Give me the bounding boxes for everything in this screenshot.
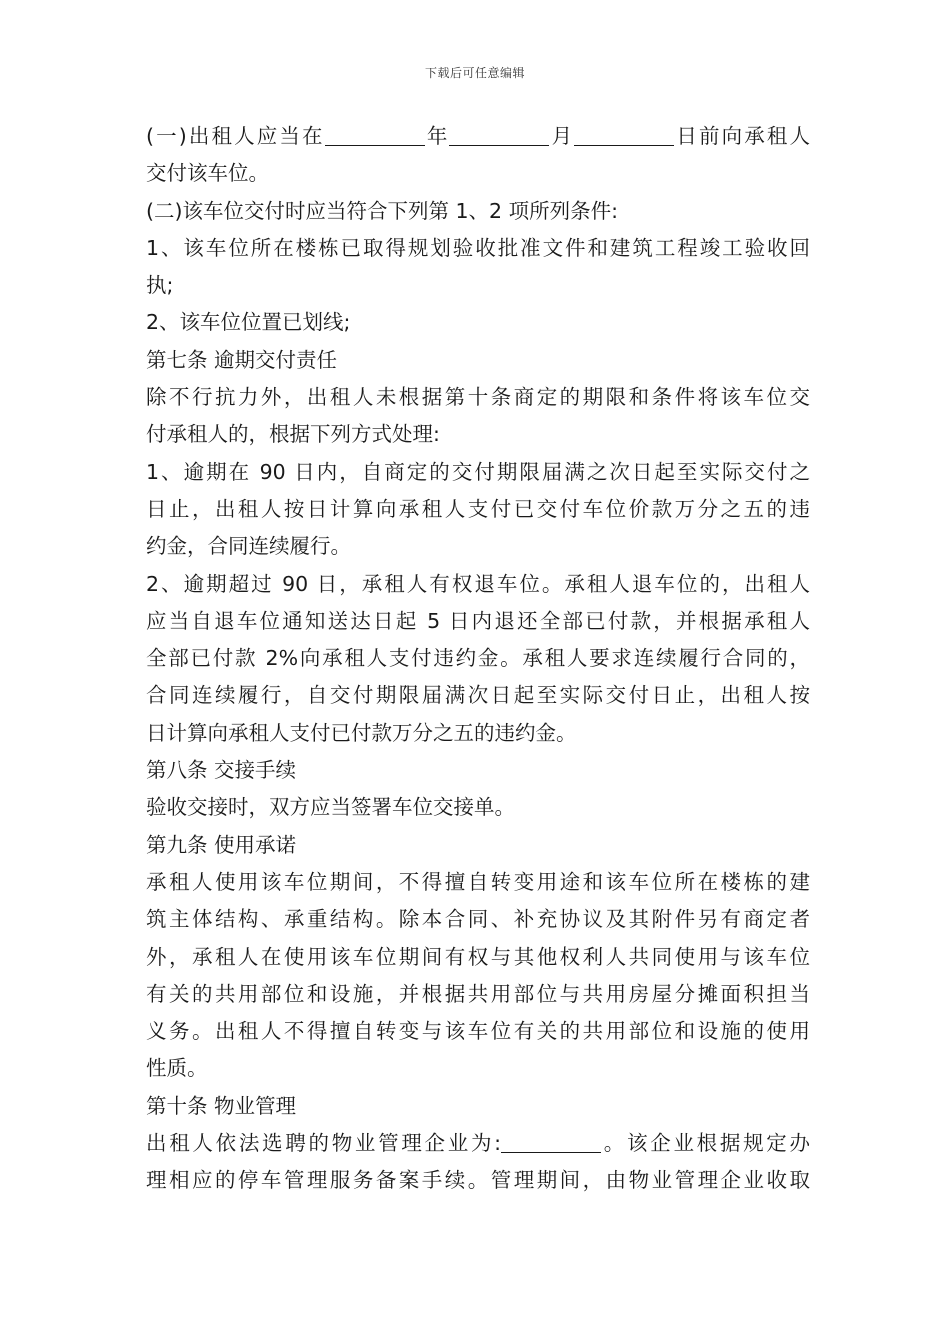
- text-line: 全部已付款 2%向承租人支付违约金。承租人要求连续履行合同的，: [146, 646, 810, 671]
- text-line: 应当自退车位通知送达日起 5 日内退还全部已付款，并根据承租人: [146, 608, 810, 633]
- blank-day: [574, 125, 674, 146]
- text-line: 2、该车位位置已划线;: [146, 310, 351, 335]
- text-line: 合同连续履行，自交付期限届满次日起至实际交付日止，出租人按: [146, 683, 810, 708]
- clause-line-delivery-date: [146, 118, 810, 155]
- text-line: 1、逾期在 90 日内，自商定的交付期限届满之次日起至实际交付之: [146, 459, 810, 484]
- document-body: [146, 118, 810, 1200]
- line-text: 出租人依法选聘的物业管理企业为:: [146, 1131, 502, 1156]
- text-line: 有关的共用部位和设施，并根据共用部位与共用房屋分摊面积担当: [146, 981, 810, 1006]
- text-line: 承租人使用该车位期间，不得擅自转变用途和该车位所在楼栋的建: [146, 869, 810, 894]
- page-header: 下载后可任意编辑: [424, 66, 525, 80]
- text-line: 外，承租人在使用该车位期间有权与其他权利人共同使用与该车位: [146, 944, 810, 969]
- text-line: 义务。出租人不得擅自转变与该车位有关的共用部位和设施的使用: [146, 1019, 810, 1044]
- line-text: 日前向承租人: [674, 124, 810, 148]
- text-line: 筑主体结构、承重结构。除本合同、补充协议及其附件另有商定者: [146, 907, 810, 932]
- section-heading: 第八条 交接手续: [146, 758, 297, 783]
- text-line: 约金，合同连续履行。: [146, 534, 351, 559]
- text-line: (二)该车位交付时应当符合下列第 1、2 项所列条件:: [146, 198, 619, 223]
- clause-line-property-manager: [146, 1125, 810, 1162]
- section-heading: 第九条 使用承诺: [146, 832, 297, 857]
- blank-month: [449, 125, 549, 146]
- line-text: 。该企业根据规定办: [601, 1131, 810, 1156]
- text-line: 日计算向承租人支付已付款万分之五的违约金。: [146, 720, 577, 745]
- line-text: 月: [549, 124, 575, 148]
- text-line: 交付该车位。: [146, 161, 269, 186]
- section-heading: 第十条 物业管理: [146, 1093, 297, 1118]
- section-heading: 第七条 逾期交付责任: [146, 347, 338, 372]
- text-line: 性质。: [146, 1056, 208, 1081]
- line-text: 年: [424, 124, 450, 148]
- text-line: 执;: [146, 273, 174, 298]
- text-line: 付承租人的，根据下列方式处理:: [146, 422, 440, 447]
- text-line: 除不行抗力外，出租人未根据第十条商定的期限和条件将该车位交: [146, 385, 810, 410]
- text-line: 2、逾期超过 90 日，承租人有权退车位。承租人退车位的，出租人: [146, 571, 810, 596]
- blank-year: [325, 125, 425, 146]
- text-line: 理相应的停车管理服务备案手续。管理期间，由物业管理企业收取: [146, 1168, 810, 1193]
- text-line: 1、该车位所在楼栋已取得规划验收批准文件和建筑工程竣工验收回: [146, 235, 810, 260]
- line-text: (一)出租人应当在: [146, 124, 325, 148]
- blank-property-company: [501, 1132, 601, 1153]
- text-line: 验收交接时，双方应当签署车位交接单。: [146, 795, 515, 820]
- text-line: 日止，出租人按日计算向承租人支付已交付车位价款万分之五的违: [146, 496, 810, 521]
